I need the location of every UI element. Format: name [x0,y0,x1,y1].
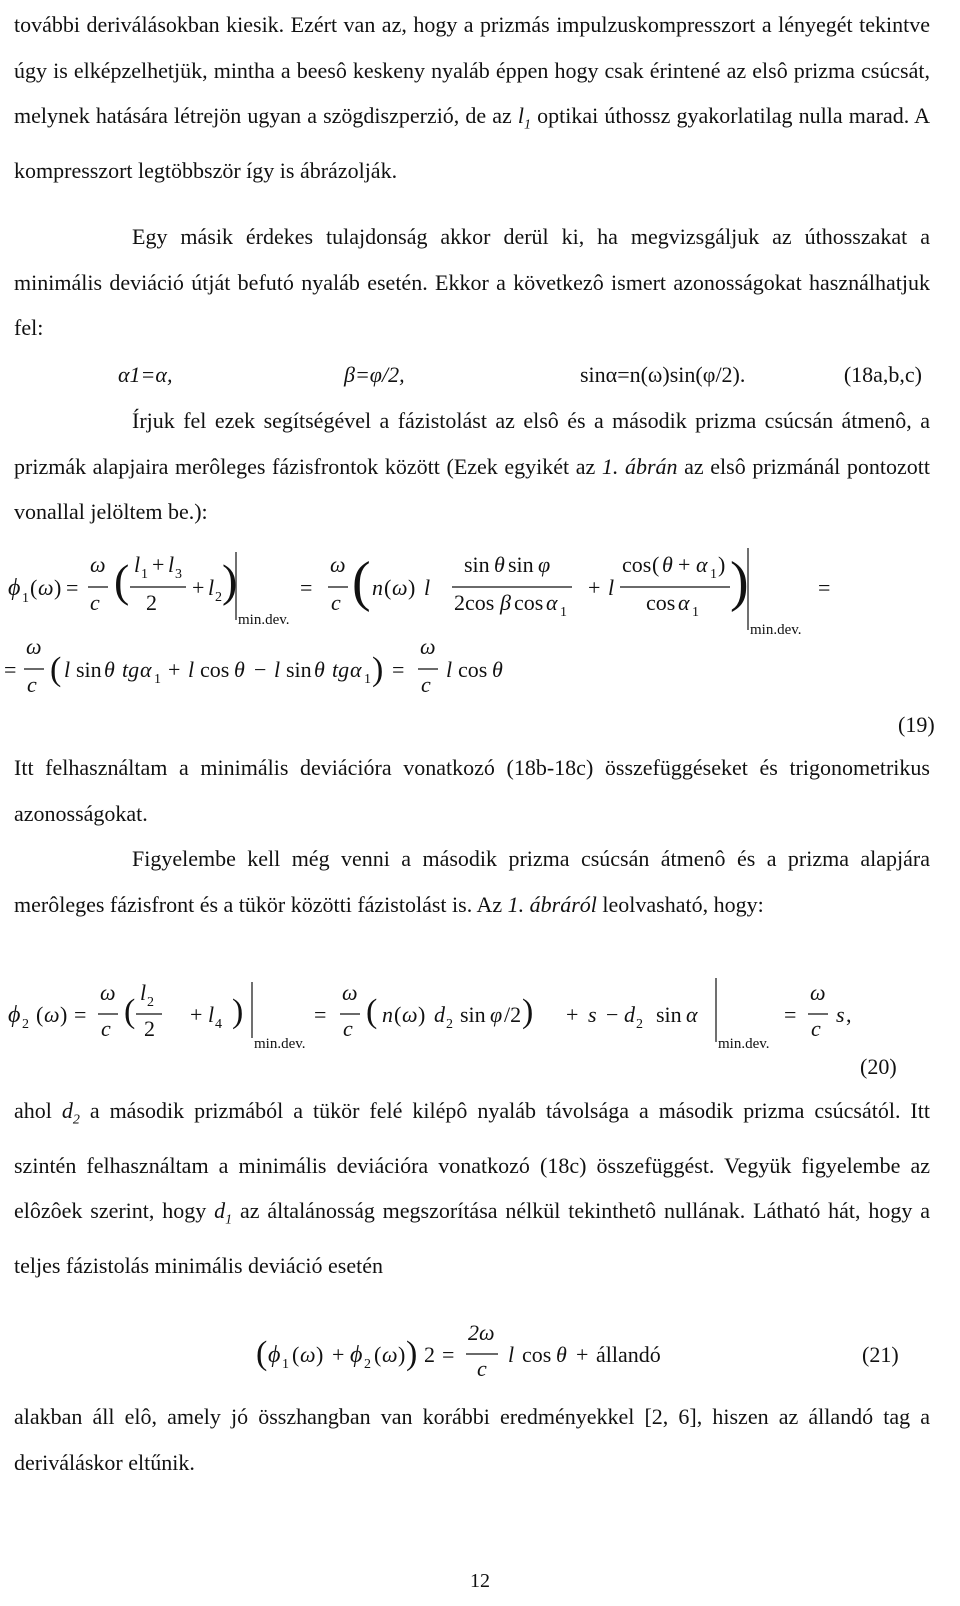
svg-text:(: ( [352,551,371,613]
svg-text:n: n [382,1002,393,1027]
svg-text:tg: tg [122,657,140,682]
svg-text:cos: cos [458,657,488,682]
svg-text:=: = [4,657,17,682]
paragraph-7: alakban áll elô, amely jó összhangban van korábbi eredményekkel [2, 6], hiszen az állandó tag a deriváláskor eltűnik. [14,1404,930,1475]
svg-text:3: 3 [175,567,182,582]
svg-text:l: l [424,575,431,600]
svg-text:d: d [624,1002,635,1027]
svg-text:θ: θ [314,657,325,682]
svg-text:α: α [350,657,362,682]
svg-text:α: α [678,590,690,615]
svg-text:c: c [421,672,431,697]
svg-text:1: 1 [22,591,29,606]
svg-text:ω: ω [38,575,54,600]
svg-text:sin: sin [508,552,534,577]
svg-text:=: = [74,1002,87,1027]
svg-text:(: ( [36,1002,44,1027]
eq18-part-a: α1=α, [118,362,173,387]
svg-text:(: ( [292,1342,300,1367]
svg-text:): ) [54,575,62,600]
svg-text:): ) [316,1342,324,1367]
svg-text:l: l [208,575,215,600]
svg-text:α: α [546,590,558,615]
svg-text:l: l [508,1342,515,1367]
svg-text:ω: ω [300,1342,316,1367]
svg-text:l: l [608,575,615,600]
svg-text:l: l [188,657,195,682]
svg-text:+: + [168,657,181,682]
paragraph-1-tail: optikai úthossz gyakorlatilag nulla marad. A kompresszort legtöbbször így is ábrázolják. [14,103,930,183]
svg-text:(: ( [374,1342,382,1367]
svg-text:θ: θ [556,1342,567,1367]
svg-text:min.dev.: min.dev. [718,1036,770,1052]
svg-text:−: − [606,1002,619,1027]
svg-text:α: α [696,552,708,577]
svg-text:θ: θ [104,657,115,682]
svg-text:2: 2 [424,1342,435,1367]
svg-text:2: 2 [215,590,222,605]
svg-text:+: + [566,1002,579,1027]
svg-text:2: 2 [146,590,157,615]
eq21-number: (21) [862,1342,899,1367]
svg-text:(: ( [394,1002,402,1027]
svg-text:φ: φ [538,552,551,577]
svg-text:β: β [500,590,511,615]
svg-text:φ: φ [490,1002,503,1027]
svg-text:): ) [232,993,244,1030]
svg-text:θ: θ [494,552,505,577]
paragraph-2: Egy másik érdekes tulajdonság akkor derül ki, ha megvizsgáljuk az úthosszakat a minimális deviáció útját befutó nyaláb esetén. Ekkor a következô ismert azonosságokat használhatjuk fel: [14,224,930,340]
svg-text:sin: sin [286,657,312,682]
svg-text:(: ( [366,993,378,1030]
svg-text:ω: ω [810,980,826,1005]
svg-text:ω: ω [392,575,408,600]
svg-text:l: l [446,657,453,682]
svg-text:ω: ω [100,980,116,1005]
svg-text:): ) [222,555,238,606]
svg-text:ω: ω [420,634,436,659]
svg-text:ω: ω [330,552,346,577]
svg-text:c: c [331,590,341,615]
svg-text:l: l [274,657,281,682]
svg-text:l: l [208,1002,215,1027]
svg-text:(: ( [124,993,136,1030]
svg-text:=: = [300,575,313,600]
svg-text:ϕ: ϕ [8,1002,21,1028]
svg-text:+: + [192,575,205,600]
svg-text:(: ( [30,575,38,600]
svg-text:2: 2 [22,1017,29,1032]
svg-text:θ: θ [234,657,245,682]
svg-text:s: s [588,1002,597,1027]
svg-text:+: + [152,552,165,577]
svg-text:sin: sin [464,552,490,577]
equation-20 [0,968,960,1088]
svg-text:1: 1 [560,605,567,620]
svg-text:(: ( [114,555,130,606]
svg-text:=: = [66,575,79,600]
svg-text:1: 1 [282,1357,289,1372]
paragraph-4: Itt felhasználtam a minimális deviációra vonatkozó (18b-18c) összefüggéseket és trigonometrikus azonosságokat. [14,755,930,826]
svg-text:2: 2 [147,995,154,1010]
svg-text:min.dev.: min.dev. [254,1036,306,1052]
eq18-part-b: β=φ/2, [344,362,405,387]
svg-text:ω: ω [44,1002,60,1027]
svg-text:d: d [434,1002,445,1027]
svg-text:c: c [27,672,37,697]
svg-text:): ) [418,1002,426,1027]
eq18-part-c: sinα=n(ω)sin(φ/2). [580,362,746,387]
svg-text:+: + [588,575,601,600]
svg-text:/2: /2 [504,1002,522,1027]
svg-text:l: l [64,657,71,682]
svg-text:c: c [477,1356,487,1381]
svg-text:+: + [190,1002,203,1027]
svg-text:c: c [343,1016,353,1041]
svg-text:2: 2 [446,1017,453,1032]
svg-text:): ) [372,651,384,688]
svg-text:1: 1 [154,672,161,687]
svg-text:=: = [784,1002,797,1027]
svg-text:2ω: 2ω [468,1320,495,1345]
paragraph-6: ahol $d_2$ a második prizmából a tükör felé kilépô nyaláb távolsága a második prizma csúcsától. Itt szintén felhasználtam a minimális deviációra vonatkozó (18c) összefüggést. Vegyük figyelembe az elôzôek szerint, hogy $d_1$ az általánosság megszorítása nélkül tekinthetô nullának. Látható hát, hogy a teljes fázistolás minimális deviáció esetén [14,1098,930,1279]
svg-text:tg: tg [332,657,350,682]
svg-text:): ) [398,1342,406,1367]
svg-text:(: ( [256,1335,268,1372]
eq18-number: (18a,b,c) [843,362,922,387]
page-number: 12 [470,1570,490,1592]
svg-text:): ) [408,575,416,600]
svg-text:ω: ω [342,980,358,1005]
svg-text:=: = [314,1002,327,1027]
svg-text:c: c [101,1016,111,1041]
paragraph-3: Írjuk fel ezek segítségével a fázistolást az elsô és a második prizma csúcsán átmenô, a prizmák alapjaira merôleges fázisfrontok között (Ezek egyikét az 1. ábrán az elsô prizmánál pontozott vonallal jelöltem be.): [14,408,930,524]
svg-text:1: 1 [141,567,148,582]
svg-text:cos: cos [646,590,676,615]
svg-text:cos: cos [622,552,652,577]
svg-text:ϕ: ϕ [8,575,21,601]
svg-text:s: s [836,1002,845,1027]
svg-text:=: = [818,575,831,600]
eq20-number: (20) [860,1054,897,1079]
svg-text:α: α [686,1002,698,1027]
svg-text:+: + [576,1342,589,1367]
svg-text:cos: cos [200,657,230,682]
svg-text:c: c [90,590,100,615]
svg-text:2: 2 [364,1357,371,1372]
figure-ref-1b: 1. ábráról [507,891,597,917]
figure-ref-1: 1. ábrán [601,453,678,479]
svg-text:=: = [392,657,405,682]
paragraph-5: Figyelembe kell még venni a második prizma csúcsán átmenô és a prizma alapjára merôleges fázisfront és a tükör közötti fázistolást is. Az 1. ábráról leolvasható, hogy: [14,846,930,917]
svg-text:ϕ: ϕ [268,1342,281,1368]
svg-text:min.dev.: min.dev. [750,622,802,638]
svg-text:ω: ω [402,1002,418,1027]
svg-text:,: , [846,1002,852,1027]
equation-19 [0,540,960,740]
svg-text:l: l [168,552,175,577]
svg-text:): ) [522,993,534,1030]
svg-text:1: 1 [364,672,371,687]
svg-text:2: 2 [636,1017,643,1032]
svg-text:θ: θ [492,657,503,682]
symbol-l1: $l_1$ [517,103,532,133]
svg-text:−: − [254,657,267,682]
svg-text:l: l [134,552,141,577]
svg-text:állandó: állandó [596,1342,661,1367]
svg-text:(: ( [652,552,660,577]
svg-text:sin: sin [656,1002,682,1027]
svg-text:4: 4 [215,1017,222,1032]
svg-text:ω: ω [382,1342,398,1367]
svg-text:α: α [140,657,152,682]
svg-text:cos: cos [522,1342,552,1367]
svg-text:n: n [372,575,383,600]
svg-text:ω: ω [26,634,42,659]
svg-text:ω: ω [90,552,106,577]
svg-text:c: c [811,1016,821,1041]
svg-text:ϕ: ϕ [350,1342,363,1368]
paragraph-1-text: további deriválásokban kiesik. Ezért van az, hogy a prizmás impulzuskompresszort a lényegét tekintve úgy is elképzelhetjük, mintha a beesô keskeny nyaláb éppen hogy csak érintené az elsô prizma csúcsát, melynek hatására létrejön ugyan a szögdiszperzió, de az [14,12,930,128]
svg-text:min.dev.: min.dev. [238,612,290,628]
svg-text:): ) [406,1335,418,1372]
svg-text:sin: sin [76,657,102,682]
svg-text:+: + [332,1342,345,1367]
svg-text:1: 1 [692,605,699,620]
svg-text:): ) [60,1002,68,1027]
svg-text:sin: sin [460,1002,486,1027]
svg-text:2: 2 [144,1016,155,1041]
paragraph-1 [14,2,930,193]
svg-text:+: + [678,552,691,577]
svg-text:(: ( [50,651,62,688]
svg-text:θ: θ [662,552,673,577]
svg-text:cos: cos [514,590,544,615]
svg-text:): ) [718,552,726,577]
svg-text:(: ( [384,575,392,600]
svg-text:2cos: 2cos [454,590,495,615]
svg-text:l: l [140,980,147,1005]
svg-text:1: 1 [710,567,717,582]
equation-21 [0,1318,960,1398]
svg-text:=: = [442,1342,455,1367]
eq19-number: (19) [898,712,935,737]
svg-text:): ) [730,551,749,613]
